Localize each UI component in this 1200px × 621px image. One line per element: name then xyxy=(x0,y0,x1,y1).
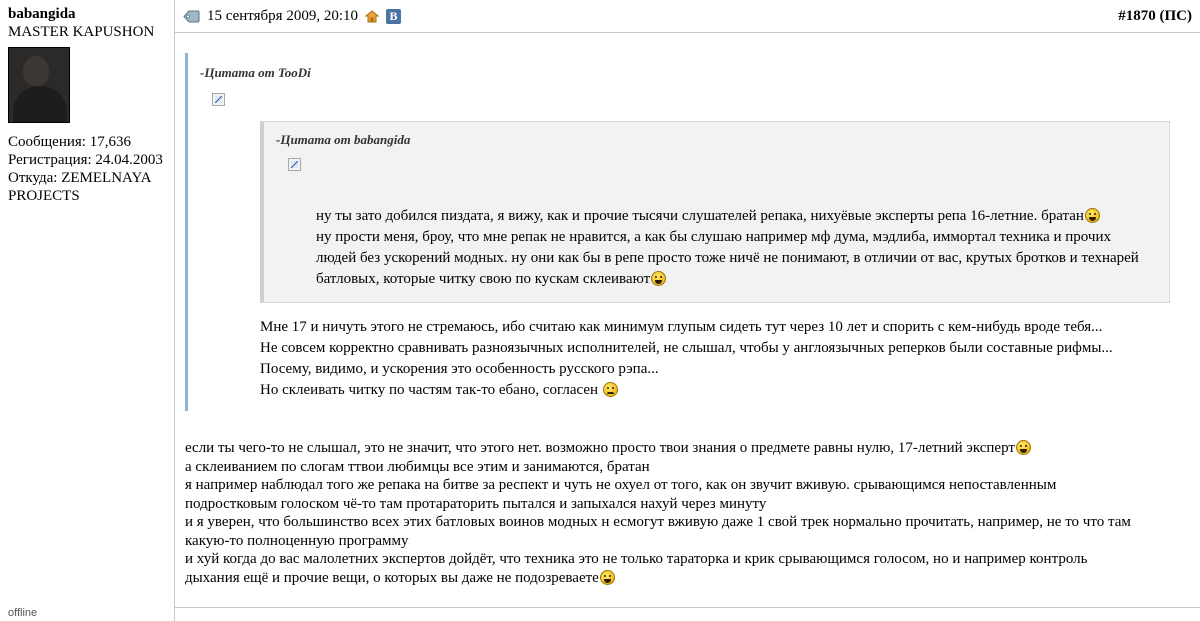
post-line-7: и хуй когда до вас малолетних экспертов дойдёт, что техника это не только тараторка и крик срывающимся голосом, но и например контроль xyxy=(185,551,1088,567)
post-number[interactable]: #1870 (ПС) xyxy=(1118,7,1192,24)
author-registration-date: Регистрация: 24.04.2003 xyxy=(8,152,163,168)
quote-inner-line-1: ну ты зато добился пиздата, я вижу, как и прочие тысячи слушателей репака, нихуёвые эксперты репа 16-летние. братан xyxy=(316,208,1084,224)
smiley-sad-icon xyxy=(603,382,618,397)
quote-outer-line-3: Посему, видимо, и ускорения это особенность русского рэпа... xyxy=(260,361,659,377)
author-username[interactable]: babangida xyxy=(8,6,76,22)
quote-outer-line-4: Но склеивать читку по частям так-то ебано, согласен xyxy=(260,382,599,398)
vk-icon[interactable]: В xyxy=(386,9,401,24)
broken-image-icon xyxy=(288,158,301,171)
quote-inner-line-4: батловых, которые читку свою по кускам склеивают xyxy=(316,271,651,287)
post-line-8: дыхания ещё и прочие вещи, о которых вы даже не подозреваете xyxy=(185,569,599,586)
quote-outer-line-2: Не совсем корректно сравнивать разноязычных исполнителей, не слышал, чтобы у англоязычных реперков были составные рифмы... xyxy=(260,340,1113,356)
avatar-body xyxy=(13,86,67,123)
author-location: Откуда: ZEMELNAYA PROJECTS xyxy=(8,170,151,204)
smiley-grin-icon xyxy=(1085,208,1100,223)
quote-inner-label: -Цитата от babangida xyxy=(276,132,411,147)
author-messages-count: Сообщения: 17,636 xyxy=(8,134,131,150)
post-divider xyxy=(175,607,1200,608)
author-status: offline xyxy=(8,607,38,619)
avatar[interactable] xyxy=(8,47,70,123)
post-content-column xyxy=(174,0,1200,621)
post-author-column xyxy=(0,0,174,621)
quote-outer-label: -Цитата от TooDi xyxy=(200,65,311,80)
home-icon[interactable] xyxy=(365,10,379,23)
quote-inner-text xyxy=(316,206,1157,290)
post-line-6: какую-то полноценную программу xyxy=(185,532,409,549)
post-line-2: а склеиванием по слогам ттвои любимцы все этим и занимаются, братан xyxy=(185,458,650,475)
author-stats xyxy=(8,133,166,205)
post-header xyxy=(175,0,1200,33)
quote-outer xyxy=(185,53,1190,411)
broken-image-icon xyxy=(212,93,225,106)
post-line-3: я например наблюдал того же репака на битве за респект и чуть не охуел от того, как он звучит вживую. срывающимся непоставленным xyxy=(185,477,1057,493)
post-header-left xyxy=(183,8,1118,25)
avatar-figure xyxy=(23,56,49,86)
quote-outer-text xyxy=(260,317,1190,401)
smiley-grin-icon xyxy=(651,271,666,286)
quote-inner-line-3: людей без ускорений модных. ну они как бы в репе просто тоже ничё не понимают, в отличии от вас, крутых бротков и технарей xyxy=(316,250,1139,266)
post-date: 15 сентября 2009, 20:10 xyxy=(207,7,358,24)
post-message-text xyxy=(185,439,1190,587)
smiley-grin-icon xyxy=(600,570,615,585)
post-line-4: подростковым голоском чё-то там протараторить пытался и запыхался нахуй через минуту xyxy=(185,495,767,512)
post-line-5: и я уверен, что большинство всех этих батловых воинов модных н есмогут вживую даже 1 свой трек нормально прочитать, например, не то что там xyxy=(185,514,1131,530)
tag-icon xyxy=(183,10,200,23)
quote-outer-line-1: Мне 17 и ничуть этого не стремаюсь, ибо считаю как минимум глупым сидеть тут через 10 лет и спорить с кем-нибудь вроде тебя... xyxy=(260,319,1103,335)
post-line-1: если ты чего-то не слышал, это не значит, что этого нет. возможно просто твои знания о предмете равны нулю, 17-летний эксперт xyxy=(185,440,1015,456)
post-body xyxy=(175,33,1200,587)
quote-inner-line-2: ну прости меня, броу, что мне репак не нравится, а как бы слушаю например мф дума, мэдлиба, иммортал техника и прочих xyxy=(316,229,1111,245)
author-rank: MASTER KAPUSHON xyxy=(8,24,155,40)
quote-inner xyxy=(260,121,1170,303)
smiley-grin-icon xyxy=(1016,440,1031,455)
